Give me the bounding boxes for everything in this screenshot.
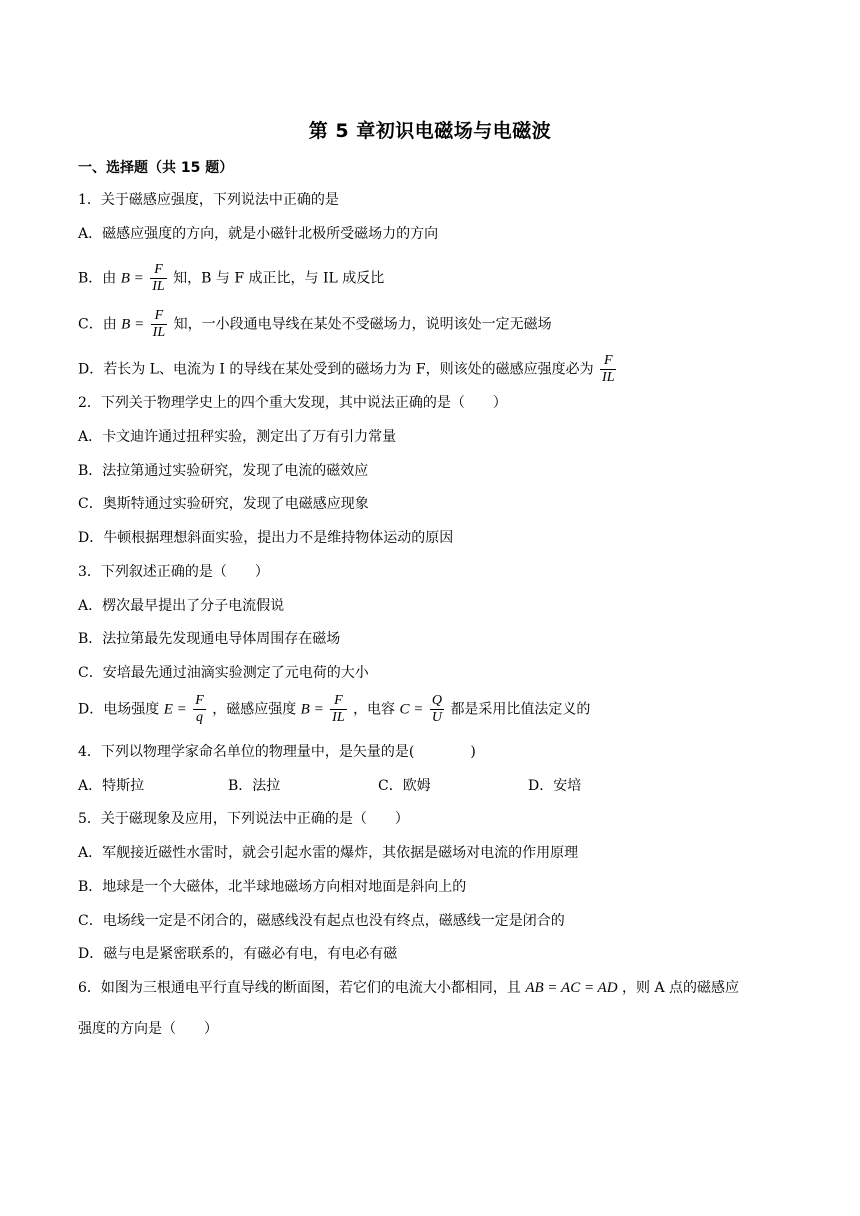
section-heading: 一、选择题（共 15 题） — [78, 160, 234, 176]
fraction-f-over-il — [151, 308, 167, 341]
question-3-option-b: B．法拉第最先发现通电导体周围存在磁场 — [78, 631, 341, 647]
question-1-option-d — [78, 353, 618, 386]
option-d-prefix: D．电场强度 — [78, 701, 160, 718]
option-d-text: D．若长为 L、电流为 I 的导线在某处受到的磁场力为 F，则该处的磁感应强度必为 — [78, 361, 594, 378]
denominator: U — [431, 710, 442, 725]
page-title: 第 5 章初识电磁场与电磁波 — [308, 120, 552, 142]
question-3-stem: 3．下列叙述正确的是（ ） — [78, 564, 269, 580]
fraction-f-over-q — [193, 693, 206, 726]
numerator: F — [150, 262, 166, 279]
question-2-stem: 2．下列关于物理学史上的四个重大发现，其中说法正确的是（ ） — [78, 395, 507, 411]
e-equals: E = — [163, 701, 187, 718]
fraction-f-over-il — [600, 353, 616, 386]
denominator: IL — [602, 370, 615, 385]
question-1-option-b — [78, 262, 384, 295]
question-5-option-d: D．磁与电是紧密联系的，有磁必有电，有电必有磁 — [78, 946, 398, 962]
numerator: F — [600, 353, 616, 370]
question-5-option-a: A．军舰接近磁性水雷时，就会引起水雷的爆炸，其依据是磁场对电流的作用原理 — [78, 845, 579, 861]
question-6-equation: AB = AC = AD — [525, 980, 618, 996]
numerator: Q — [431, 693, 442, 708]
question-3-option-c: C．安培最先通过油滴实验测定了元电荷的大小 — [78, 665, 369, 681]
question-4-options — [78, 775, 838, 795]
question-3-option-d — [78, 693, 590, 726]
question-2-option-c: C．奥斯特通过实验研究，发现了电磁感应现象 — [78, 496, 369, 512]
denominator: IL — [152, 279, 165, 294]
question-6-stem-suffix: ，则 A 点的磁感应 — [622, 980, 740, 996]
c-equals: C = — [399, 701, 424, 718]
question-6-stem-prefix: 6．如图为三根通电平行直导线的断面图，若它们的电流大小都相同，且 — [78, 980, 521, 996]
numerator: F — [151, 308, 167, 325]
denominator: IL — [332, 710, 345, 725]
question-4-option-b: B．法拉 — [228, 778, 281, 794]
question-5-option-c: C．电场线一定是不闭合的，磁感线没有起点也没有终点，磁感线一定是闭合的 — [78, 913, 565, 929]
numerator: F — [195, 693, 204, 708]
question-1-option-a: A．磁感应强度的方向，就是小磁针北极所受磁场力的方向 — [78, 226, 439, 242]
option-b-prefix: B．由 — [78, 270, 117, 287]
b-equals: B = — [121, 316, 145, 333]
option-c-prefix: C．由 — [78, 316, 117, 333]
fraction-f-over-il — [330, 693, 346, 726]
question-1-option-c — [78, 308, 552, 341]
fraction-f-over-il — [150, 262, 166, 295]
option-c-suffix: 知，一小段通电导线在某处不受磁场力，说明该处一定无磁场 — [173, 316, 552, 333]
question-5-option-b: B．地球是一个大磁体，北半球地磁场方向相对地面是斜向上的 — [78, 879, 467, 895]
numerator: F — [330, 693, 346, 710]
question-6-stem-line-1 — [78, 978, 739, 998]
question-4-option-a: A．特斯拉 — [78, 778, 145, 794]
question-2-option-a: A．卡文迪许通过扭秤实验，测定出了万有引力常量 — [78, 429, 397, 445]
question-4-option-c: C．欧姆 — [378, 778, 431, 794]
question-5-stem: 5．关于磁现象及应用，下列说法中正确的是（ ） — [78, 811, 409, 827]
question-3-option-a: A．楞次最早提出了分子电流假说 — [78, 598, 285, 614]
option-b-suffix: 知，B 与 F 成正比，与 IL 成反比 — [173, 270, 385, 287]
question-6-stem-line-2: 强度的方向是（ ） — [78, 1021, 218, 1037]
question-4-option-d: D．安培 — [528, 778, 582, 794]
fraction-q-over-u — [430, 693, 444, 726]
denominator: q — [195, 710, 203, 725]
b-equals: B = — [300, 701, 324, 718]
option-d-mid-2: ，电容 — [353, 701, 396, 718]
denominator: IL — [152, 325, 166, 340]
question-2-option-b: B．法拉第通过实验研究，发现了电流的磁效应 — [78, 463, 369, 479]
question-4-stem: 4．下列以物理学家命名单位的物理量中，是矢量的是( ) — [78, 744, 476, 760]
option-d-mid-1: ，磁感应强度 — [212, 701, 297, 718]
option-d-suffix: 都是采用比值法定义的 — [450, 701, 591, 718]
question-1-stem: 1．关于磁感应强度，下列说法中正确的是 — [78, 192, 339, 208]
b-equals: B = — [120, 270, 144, 287]
question-2-option-d: D．牛顿根据理想斜面实验，提出力不是维持物体运动的原因 — [78, 530, 454, 546]
